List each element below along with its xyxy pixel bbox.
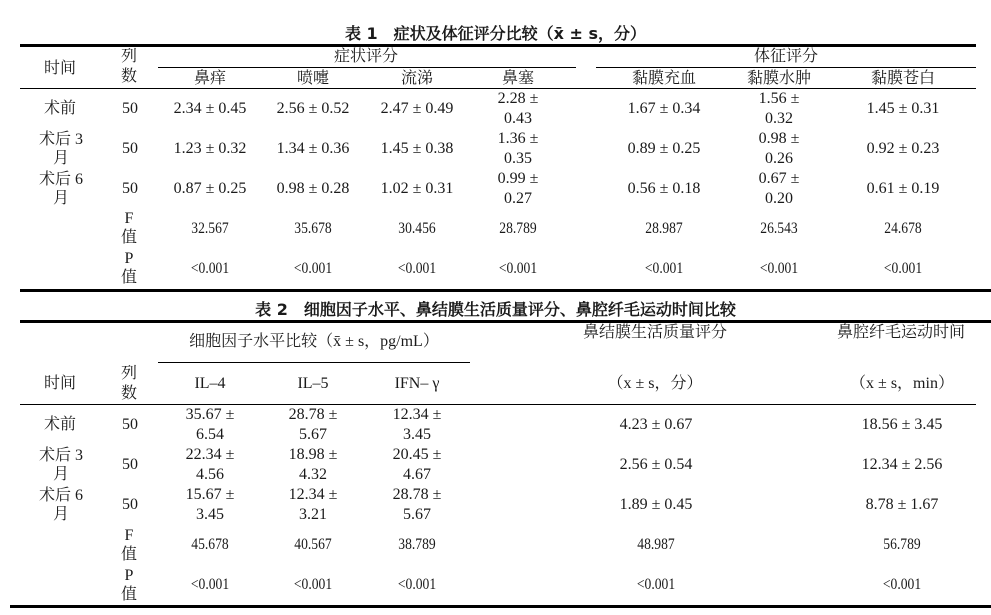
p-value: <0.001 — [636, 576, 676, 593]
p-value: <0.001 — [397, 260, 437, 277]
p-value: <0.001 — [883, 260, 923, 277]
cell: 1.89 ± 0.45 — [619, 496, 693, 513]
header-col-il5: IL–5 — [297, 375, 329, 392]
f-value: 48.987 — [637, 536, 675, 553]
cell: 1.45 ± 0.38 — [380, 140, 454, 157]
f-value: 35.678 — [294, 220, 332, 237]
f-value: 32.567 — [191, 220, 229, 237]
f-value: 28.789 — [499, 220, 537, 237]
header-qol-unit: （x ± s，分） — [607, 375, 703, 392]
header-col-rhinorrhea: 流涕 — [400, 70, 433, 87]
f-label: F值 — [120, 210, 137, 246]
p-value: <0.001 — [293, 260, 333, 277]
cell: 0.89 ± 0.25 — [627, 140, 701, 157]
cell: 20.45 ± 4.67 — [392, 446, 442, 483]
cell: 12.34 ± 3.21 — [288, 486, 338, 523]
header-count: 列数 — [120, 48, 137, 85]
header-group-cytokine: 细胞因子水平比较（x̄ ± s，pg/mL） — [189, 333, 439, 350]
header-bottom-rule — [20, 404, 976, 405]
p-label: P值 — [120, 250, 137, 286]
row-time: 术前 — [43, 100, 76, 117]
row-n: 50 — [122, 140, 138, 157]
header-col-ifn: IFN– γ — [394, 375, 440, 392]
cell: 18.98 ± 4.32 — [288, 446, 338, 483]
cell: 1.02 ± 0.31 — [380, 180, 454, 197]
cell: 1.45 ± 0.31 — [866, 100, 940, 117]
p-value: <0.001 — [882, 576, 922, 593]
cell: 18.56 ± 3.45 — [861, 416, 943, 433]
cell: 8.78 ± 1.67 — [865, 496, 939, 513]
cell: 2.56 ± 0.52 — [276, 100, 350, 117]
f-value: 38.789 — [398, 536, 436, 553]
group-rule-cytokine — [158, 362, 470, 363]
header-col-itch: 鼻痒 — [193, 70, 226, 87]
header-group-sign: 体征评分 — [753, 48, 818, 65]
f-label: F值 — [120, 527, 137, 563]
p-value: <0.001 — [759, 260, 799, 277]
row-time: 术后 6 月 — [38, 171, 83, 207]
cell: 1.23 ± 0.32 — [173, 140, 247, 157]
cell: 28.78 ± 5.67 — [392, 486, 442, 523]
row-time: 术后 6 月 — [38, 487, 83, 523]
header-col-il4: IL–4 — [194, 375, 226, 392]
table-2-caption: 表 2 细胞因子水平、鼻结膜生活质量评分、鼻腔纤毛运动时间比较 — [255, 300, 736, 319]
header-col-sneeze: 喷嚏 — [296, 70, 329, 87]
cell: 0.92 ± 0.23 — [866, 140, 940, 157]
cell: 28.78 ± 5.67 — [288, 406, 338, 443]
row-n: 50 — [122, 496, 138, 513]
cell: 1.34 ± 0.36 — [276, 140, 350, 157]
p-value: <0.001 — [498, 260, 538, 277]
cell: 0.67 ± 0.20 — [758, 170, 800, 207]
header-col-hyperemia: 黏膜充血 — [631, 70, 696, 87]
cell: 15.67 ± 3.45 — [185, 486, 235, 523]
row-time: 术后 3 月 — [38, 131, 83, 167]
cell: 0.98 ± 0.28 — [276, 180, 350, 197]
cell: 4.23 ± 0.67 — [619, 416, 693, 433]
row-n: 50 — [122, 416, 138, 433]
header-time: 时间 — [43, 60, 76, 77]
header-mct: 鼻腔纤毛运动时间 — [836, 324, 965, 341]
cell: 12.34 ± 2.56 — [861, 456, 943, 473]
f-value: 40.567 — [294, 536, 332, 553]
group-rule-sign — [596, 67, 976, 68]
p-label: P值 — [120, 567, 137, 603]
header-group-symptom: 症状评分 — [333, 48, 398, 65]
row-n: 50 — [122, 180, 138, 197]
table-2-top-rule — [20, 320, 991, 323]
header-col-congestion: 鼻塞 — [501, 70, 534, 87]
p-value: <0.001 — [190, 576, 230, 593]
row-time: 术后 3 月 — [38, 447, 83, 483]
table-2-bottom-rule — [10, 605, 991, 608]
row-time: 术前 — [43, 416, 76, 433]
row-n: 50 — [122, 100, 138, 117]
header-col-edema: 黏膜水肿 — [746, 70, 811, 87]
cell: 1.56 ± 0.32 — [758, 90, 800, 127]
p-value: <0.001 — [190, 260, 230, 277]
cell: 12.34 ± 3.45 — [392, 406, 442, 443]
cell: 0.98 ± 0.26 — [758, 130, 800, 167]
group-rule-symptom — [158, 67, 576, 68]
cell: 0.99 ± 0.27 — [497, 170, 539, 207]
row-n: 50 — [122, 456, 138, 473]
p-value: <0.001 — [397, 576, 437, 593]
cell: 1.67 ± 0.34 — [627, 100, 701, 117]
header-count: 列数 — [120, 365, 137, 402]
cell: 2.34 ± 0.45 — [173, 100, 247, 117]
cell: 2.56 ± 0.54 — [619, 456, 693, 473]
table-1-bottom-rule — [20, 289, 991, 292]
header-qol: 鼻结膜生活质量评分 — [582, 324, 727, 341]
header-time: 时间 — [43, 375, 76, 392]
f-value: 56.789 — [883, 536, 921, 553]
cell: 0.87 ± 0.25 — [173, 180, 247, 197]
cell: 1.36 ± 0.35 — [497, 130, 539, 167]
cell: 0.61 ± 0.19 — [866, 180, 940, 197]
p-value: <0.001 — [293, 576, 333, 593]
header-col-pallor: 黏膜苍白 — [870, 70, 935, 87]
cell: 22.34 ± 4.56 — [185, 446, 235, 483]
header-mct-unit: （x ± s，min） — [850, 375, 954, 392]
cell: 0.56 ± 0.18 — [627, 180, 701, 197]
cell: 2.47 ± 0.49 — [380, 100, 454, 117]
p-value: <0.001 — [644, 260, 684, 277]
f-value: 45.678 — [191, 536, 229, 553]
f-value: 24.678 — [884, 220, 922, 237]
f-value: 28.987 — [645, 220, 683, 237]
table-1-caption: 表 1 症状及体征评分比较（x̄ ± s，分） — [344, 24, 647, 43]
cell: 2.28 ± 0.43 — [497, 90, 539, 127]
cell: 35.67 ± 6.54 — [185, 406, 235, 443]
f-value: 26.543 — [760, 220, 798, 237]
f-value: 30.456 — [398, 220, 436, 237]
